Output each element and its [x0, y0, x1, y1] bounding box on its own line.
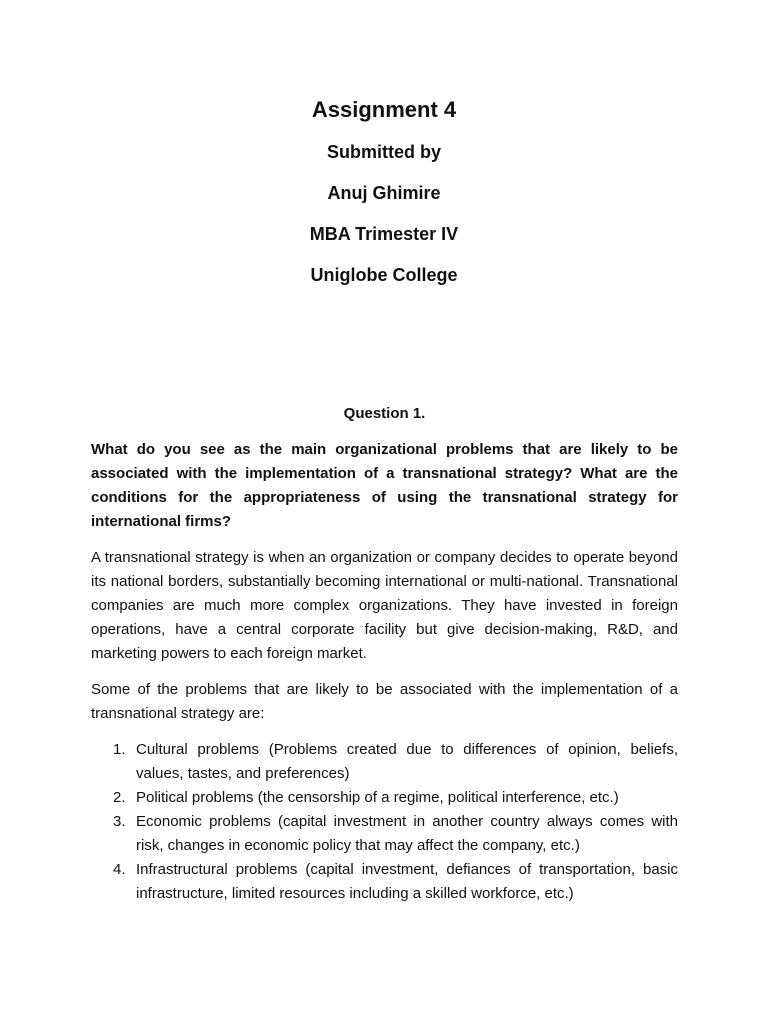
answer-paragraph-1: A transnational strategy is when an organization or company decides to operate beyond its national borders, substantially becoming international or multi-national. Transnational companies are much more complex organizations. They have invested in foreign operations, have a central corporate facility but give decision-making, R&D, and marketing powers to each foreign market. — [91, 549, 678, 662]
program-name: MBA Trimester IV — [309, 224, 459, 244]
problems-list — [91, 738, 678, 906]
document-body — [91, 402, 678, 906]
list-item-number: 2. — [113, 789, 126, 806]
title-block — [0, 92, 768, 296]
list-item-number: 1. — [113, 741, 126, 758]
list-item-text: Cultural problems (Problems created due to differences of opinion, beliefs, values, tastes, and preferences) — [136, 741, 678, 782]
list-item — [91, 786, 678, 810]
college-name: Uniglobe College — [310, 265, 458, 285]
list-item — [91, 738, 678, 786]
assignment-title: Assignment 4 — [311, 97, 457, 122]
submitted-by-label: Submitted by — [326, 142, 441, 162]
answer-paragraph-2: Some of the problems that are likely to be associated with the implementation of a transnational strategy are: — [91, 681, 678, 722]
list-item — [91, 858, 678, 906]
list-item-number: 4. — [113, 861, 126, 878]
list-item-text: Economic problems (capital investment in another country always comes with risk, changes in economic policy that may affect the company, etc.) — [136, 813, 678, 854]
question-heading: Question 1. — [343, 405, 426, 422]
list-item-number: 3. — [113, 813, 126, 830]
list-item-text: Infrastructural problems (capital investment, defiances of transportation, basic infrastructure, limited resources including a skilled workforce, etc.) — [136, 861, 678, 902]
author-name: Anuj Ghimire — [327, 183, 441, 203]
list-item — [91, 810, 678, 858]
list-item-text: Political problems (the censorship of a regime, political interference, etc.) — [136, 789, 619, 806]
question-text: What do you see as the main organizational problems that are likely to be associated with the implementation of a transnational strategy? What are the conditions for the appropriateness of using the transnational strategy for international firms? — [91, 441, 678, 530]
